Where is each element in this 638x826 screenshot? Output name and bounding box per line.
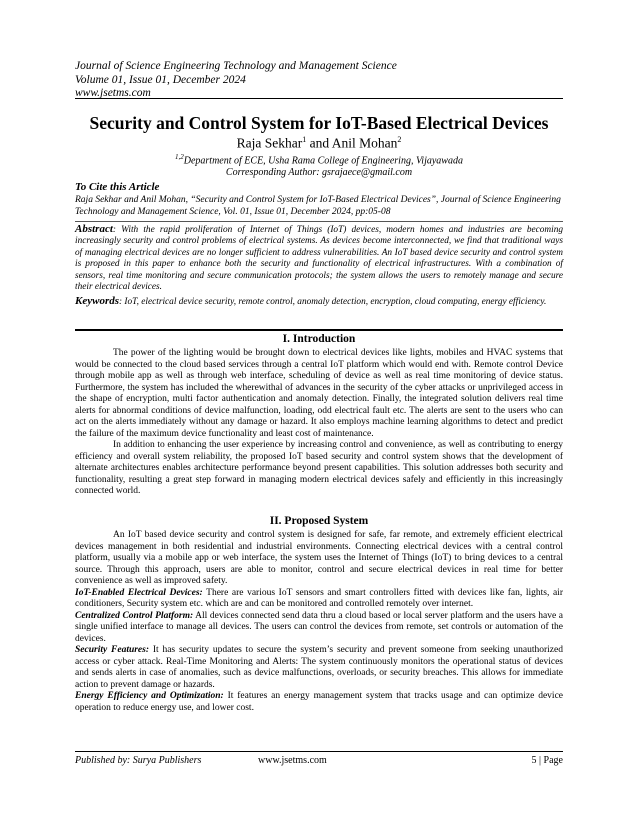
feature-control-platform-lead: Centralized Control Platform: (75, 610, 194, 621)
author-1: Raja Sekhar (236, 135, 303, 151)
journal-name: Journal of Science Engineering Technology and Management Science (75, 60, 397, 72)
author-2: and Anil Mohan (306, 135, 398, 151)
keywords (75, 296, 563, 308)
feature-iot-devices-lead: IoT-Enabled Electrical Devices: (75, 587, 203, 598)
author-2-sup: 2 (397, 135, 402, 144)
proposed-system-body (75, 530, 563, 714)
section-heading-proposed-system: II. Proposed System (269, 515, 369, 527)
feature-iot-devices (75, 588, 563, 611)
author-1-sup: 1 (302, 135, 307, 144)
authors (75, 135, 563, 152)
proposed-paragraph-1: An IoT based device security and control system is designed for safe, far remote, and extremely efficient electrical devices management in both residential and industrial environments. Connecting electrical devices with a central control platform, usually via a mobile app or web interface, the system uses the Internet of Things (IoT) to bring devices to a central source. Through this approach, users are able to monitor, control and secure electrical devices in real time for better convenience as well as improved safety. (75, 530, 563, 586)
header-divider (75, 98, 563, 99)
footer-publisher: Published by: Surya Publishers (75, 755, 202, 766)
feature-energy-text: It features an energy management system that tracks usage and can optimize device operation to reduce energy use, and lower cost. (75, 691, 564, 713)
affiliation-block (75, 151, 563, 179)
journal-url[interactable]: www.jsetms.com (75, 87, 151, 99)
abstract-text: : With the rapid proliferation of Internet of Things (IoT) devices, modern homes and industries are becoming increasingly security and control problems of electrical systems. As devices become interconnected, we find that traditional ways of managing electrical devices are no longer sufficient to address vulnerabilities. An IoT based device security and control system is proposed in this paper to enhance both the security and functionality of electrical infrastructures. With a combination of sensors, real time monitoring and secure communication protocols; the system allows the users to remotely manage and secure their electrical devices. (75, 225, 563, 293)
keywords-label: Keywords (75, 295, 119, 307)
citation-text: Raja Sekhar and Anil Mohan, “Security and Control System for IoT-Based Electrical Devices”, Journal of Science Engineering Technology and Management Science, Vol. 01, Issue 01, December 2024, pp:05-08 (75, 195, 561, 217)
feature-control-platform-text: All devices connected send data thru a cloud based or local server platform and the users have a single unified interface to manage all devices. The users can control the devices from remote, set controls or automation of the devices. (75, 610, 563, 644)
feature-security-text: It has security updates to secure the system’s security and prevent someone from seeking unauthorized access or cyber attack. Real-Time Monitoring and Alerts: The system continuously monitors the operational status of devices and sends alerts in case of anomalies, such as device malfunctions, overloads, or security breaches. This allows for immediate action to prevent damage or hazards. (75, 645, 563, 690)
feature-security-lead: Security Features: (75, 645, 150, 655)
affiliation-sup: 1,2 (175, 153, 184, 161)
body-divider (75, 329, 563, 331)
feature-iot-devices-text: There are various IoT sensors and smart controllers fitted with devices like fan, lights, air conditioners, Security system etc. which are and can be monitored and controlled remotely over internet. (75, 587, 563, 609)
intro-paragraph-2: In addition to enhancing the user experience by increasing control and convenience, as well as contributing to energy efficiency and overall system reliability, the proposed IoT based security and control system shows that the development of alternate architectures enables architecture performance beyond present capabilities. This solution addresses both security and functionality, resulting a great step forward in managing modern electrical devices safely and efficiently in this increasingly connected world. (75, 440, 563, 496)
journal-issue: Volume 01, Issue 01, December 2024 (75, 73, 246, 86)
footer-divider (75, 751, 563, 752)
citation-heading: To Cite this Article (75, 181, 160, 193)
section-heading-introduction: I. Introduction (282, 333, 356, 345)
footer-page-number: 5 | Page (531, 755, 563, 766)
paper-title: Security and Control System for IoT-Based Electrical Devices (89, 113, 549, 133)
abstract-label: Abstract (75, 223, 113, 235)
journal-header (75, 60, 563, 101)
intro-paragraph-1: The power of the lighting would be brought down to electrical devices like lights, mobiles and HVAC systems that would be connected to the cloud based services through a central IoT platform which would end with. Remote control Device through mobile app as well as through web interface, scheduling of device as well as real time monitoring of device status. Furthermore, the system has included the wherewithal of advances in the security of the cyber attacks or unprivileged access in the shape of encryption, multi factor authentication and anomaly detection. Finally, the integrated solution delivers real time alerts for abnormal conditions of device malfunction, loading, odd electrical fault etc. The alerts are sent to the users who can act on the alerts immediately without any damage or hazard. It also employs machine learning algorithms to detect and predict the failure of the maximum device functionality and least cost of maintenance. (75, 348, 563, 439)
corresponding-author: Corresponding Author: gsrajaece@gmail.com (225, 167, 413, 179)
abstract (75, 224, 563, 293)
feature-security (75, 645, 563, 691)
footer-url[interactable]: www.jsetms.com (258, 755, 327, 766)
affiliation: Department of ECE, Usha Rama College of Engineering, Vijayawada (183, 155, 463, 167)
feature-control-platform (75, 611, 563, 646)
keywords-text: : IoT, electrical device security, remote control, anomaly detection, encryption, cloud computing, energy efficiency. (119, 297, 547, 307)
feature-energy-lead: Energy Efficiency and Optimization: (75, 691, 224, 701)
introduction-body (75, 348, 563, 498)
feature-energy (75, 691, 563, 714)
abstract-divider (75, 221, 563, 222)
